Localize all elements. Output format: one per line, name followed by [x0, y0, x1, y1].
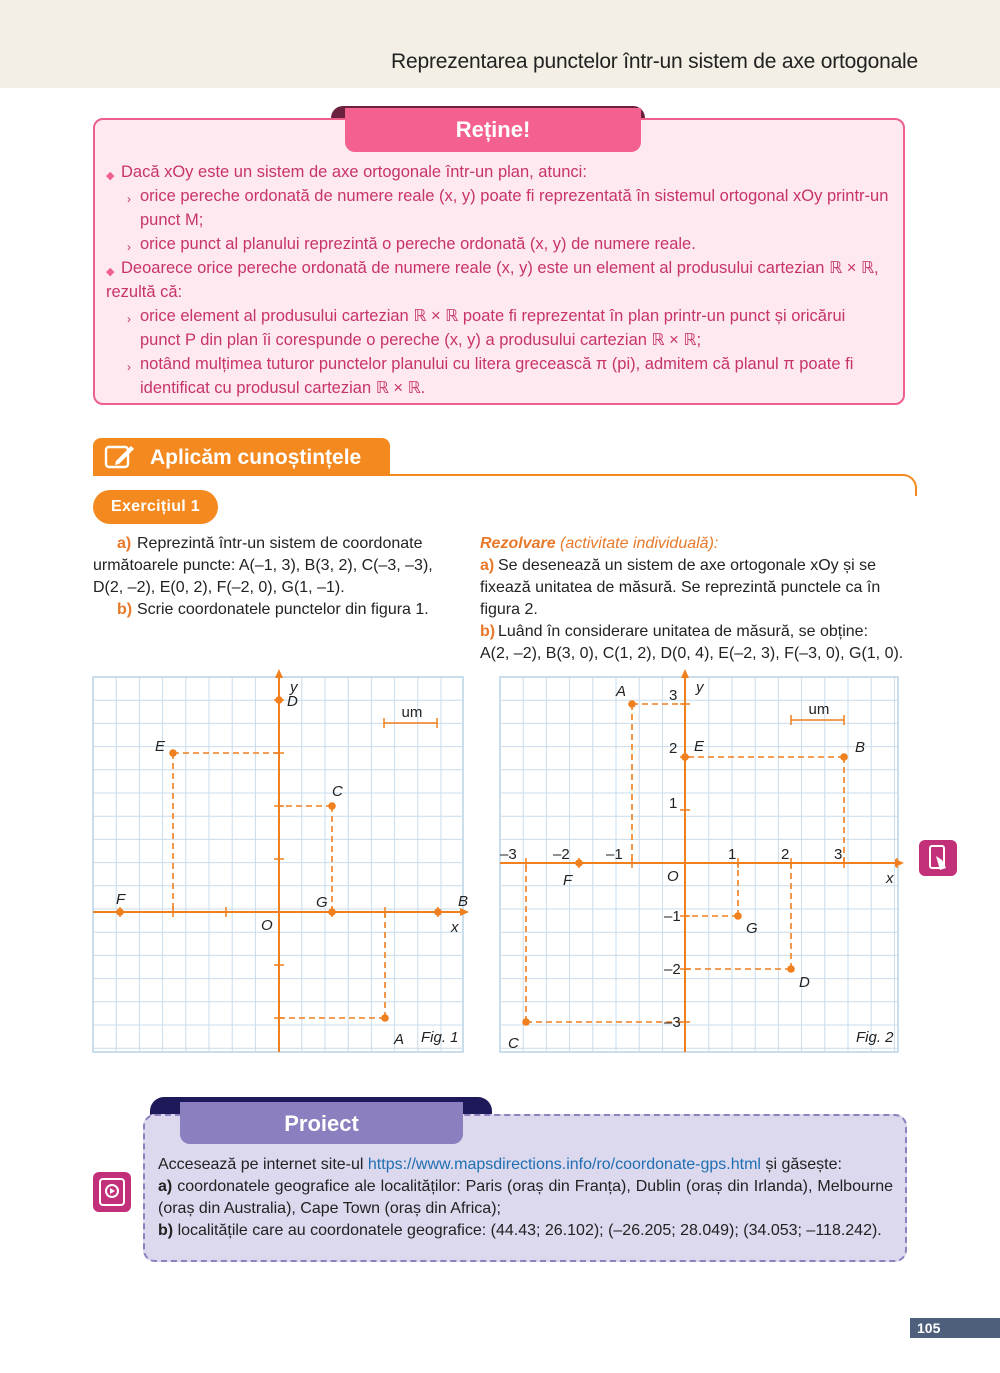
chevron-right-icon: ›: [127, 312, 131, 326]
fig1-y-axis-arrow: [275, 669, 283, 678]
fig2-point-label-F: F: [563, 872, 573, 889]
fig2-y-tick-label: –2: [664, 961, 681, 978]
fig2-point-E: [681, 753, 689, 761]
fig1-point-label-B: B: [458, 893, 469, 910]
fig2-y-axis-arrow: [681, 669, 689, 678]
retine-bullet-2a-line2: punct P din plan îi corespunde o pereche (x, y) a produsului cartezian ℝ × ℝ;: [140, 331, 702, 349]
exercise-b-label: b): [117, 601, 133, 618]
fig1-point-label-A: A: [394, 1031, 405, 1048]
video-device-icon: [93, 1172, 131, 1212]
solution-a-line3: figura 2.: [480, 601, 538, 618]
exercise-label: Exercițiul 1: [93, 490, 218, 524]
fig1-um-label: um: [401, 704, 423, 721]
chevron-right-icon: ›: [127, 240, 131, 254]
exercise-a-label: a): [117, 535, 132, 552]
solution-b-label: b): [480, 623, 496, 640]
fig2-point-G: [734, 912, 742, 920]
fig1-point-F: [116, 908, 124, 916]
exercise-a-line3: D(2, –2), E(0, 2), F(–2, 0), G(1, –1).: [93, 579, 345, 596]
section-title: Aplicăm cunoștințele: [150, 446, 362, 469]
fig2-x-label: x: [886, 870, 894, 887]
fig1-point-label-E: E: [155, 738, 166, 755]
bullet-icon: ◆: [106, 266, 115, 278]
solution-b-line2: A(2, –2), B(3, 0), C(1, 2), D(0, 4), E(–2, 3), F(–3, 0), G(1, 0).: [480, 645, 904, 662]
retine-bullet-1a-line1: orice pereche ordonată de numere reale (x, y) poate fi reprezentată în sistemul ortogonal xOy printr-un: [140, 187, 889, 205]
fig1-point-B: [434, 908, 442, 916]
fig2-x-tick-label: 2: [781, 846, 790, 863]
retine-bullet-2-line2: rezultă că:: [106, 283, 183, 301]
retine-bullet-1b: orice punct al planului reprezintă o pereche ordonată (x, y) de numere reale.: [140, 235, 696, 253]
fig1-point-label-C: C: [332, 783, 343, 800]
fig2-point-label-C: C: [508, 1035, 519, 1052]
fig1-point-E: [169, 749, 177, 757]
fig1-point-A: [381, 1014, 389, 1022]
fig2-y-tick-label: 1: [669, 795, 678, 812]
exercise-a-line1: Reprezintă într-un sistem de coordonate: [137, 535, 423, 552]
project-title: Proiect: [180, 1102, 463, 1144]
fig2-y-tick-label: 3: [669, 687, 678, 704]
fig1-point-label-G: G: [316, 894, 328, 911]
fig2-point-D: [787, 965, 795, 973]
fig2-point-F: [575, 859, 583, 867]
retine-title: Reține!: [345, 108, 641, 152]
chevron-right-icon: ›: [127, 192, 131, 206]
fig1-point-label-D: D: [287, 693, 298, 710]
retine-bullet-2b-line2: identificat cu produsul cartezian ℝ × ℝ.: [140, 379, 426, 397]
fig2-origin-label: O: [667, 868, 679, 885]
fig1-point-G: [328, 908, 336, 916]
retine-bullet-2b-line1: notând mulțimea tuturor punctelor planului cu litera grecească π (pi), admitem că planul π poate fi: [140, 355, 854, 373]
fig2-point-label-B: B: [855, 739, 866, 756]
solution-a-line2: fixează unitatea de măsură. Se reprezintă punctele ca în: [480, 579, 881, 596]
fig2-x-tick-label: –1: [606, 846, 623, 863]
fig2-point-B: [840, 753, 848, 761]
fig2-x-tick-label: –2: [553, 846, 570, 863]
page-number: 105: [917, 1320, 941, 1336]
solution-b-line1: Luând în considerare unitatea de măsură, se obține:: [498, 623, 869, 640]
gps-site-link[interactable]: https://www.mapsdirections.info/ro/coordonate-gps.html: [367, 1156, 761, 1173]
fig2-point-label-A: A: [616, 683, 627, 700]
fig2-point-label-E: E: [694, 738, 705, 755]
fig1-caption: Fig. 1: [421, 1029, 459, 1046]
solution-a-line1: Se desenează un sistem de axe ortogonale xOy și se: [498, 557, 876, 574]
fig2-point-C: [522, 1018, 530, 1026]
retine-bullet-1a-line2: punct M;: [140, 211, 204, 229]
fig2-x-tick-label: 3: [834, 846, 843, 863]
bullet-icon: ◆: [106, 170, 115, 182]
fig1-origin-label: O: [261, 917, 273, 934]
fig2-point-label-D: D: [799, 974, 810, 991]
chevron-right-icon: ›: [127, 360, 131, 374]
fig1-point-D: [275, 696, 283, 704]
fig1-point-label-F: F: [116, 891, 126, 908]
retine-bullet-1: Dacă xOy este un sistem de axe ortogonale într-un plan, atunci:: [121, 163, 587, 181]
fig1-point-C: [328, 802, 336, 810]
project-item-b: b) localitățile care au coordonatele geografice: (44.43; 26.102); (–26.205; 28.049); (34.053; –118.242).: [158, 1222, 882, 1239]
solution-title: Rezolvare (activitate individuală):: [480, 535, 719, 552]
project-item-a: a) coordonatele geografice ale localităților: Paris (oraș din Franța), Dublin (oraș din Irlanda), Melbourne (oraș din Australia), Cape Town (oraș din Africa);: [158, 1178, 893, 1217]
fig2-point-A: [628, 700, 636, 708]
retine-bullet-2a-line1: orice element al produsului cartezian ℝ × ℝ poate fi reprezentat în plan printr-un punct și oricărui: [140, 307, 846, 325]
project-text: [158, 1154, 893, 1242]
fig2-caption: Fig. 2: [856, 1029, 894, 1046]
fig2-y-tick-label: 2: [669, 740, 678, 757]
exercise-a-line2: următoarele puncte: A(–1, 3), B(3, 2), C(–3, –3),: [93, 557, 433, 574]
fig2-y-tick-label: –3: [664, 1014, 681, 1031]
tablet-touch-icon: [919, 840, 957, 876]
fig2-x-tick-label: –3: [500, 846, 517, 863]
retine-bullet-2-line1: Deoarece orice pereche ordonată de numere reale (x, y) este un element al produsului cartezian ℝ × ℝ,: [121, 259, 879, 277]
fig2-y-label: y: [696, 679, 704, 696]
fig2-um-label: um: [808, 701, 830, 718]
fig2-frame: [500, 677, 898, 1052]
solution-a-label: a): [480, 557, 495, 574]
fig2-x-tick-label: 1: [728, 846, 737, 863]
fig1-y-label: y: [290, 679, 298, 696]
page-header-title: Reprezentarea punctelor într-un sistem de axe ortogonale: [391, 50, 918, 73]
fig2-point-label-G: G: [746, 920, 758, 937]
exercise-b-line1: Scrie coordonatele punctelor din figura 1.: [137, 601, 429, 618]
project-line-1: Accesează pe internet site-ul https://www.mapsdirections.info/ro/coordonate-gps.html și găsește:: [158, 1156, 842, 1173]
fig1-x-label: x: [451, 919, 459, 936]
fig2-y-tick-label: –1: [664, 908, 681, 925]
